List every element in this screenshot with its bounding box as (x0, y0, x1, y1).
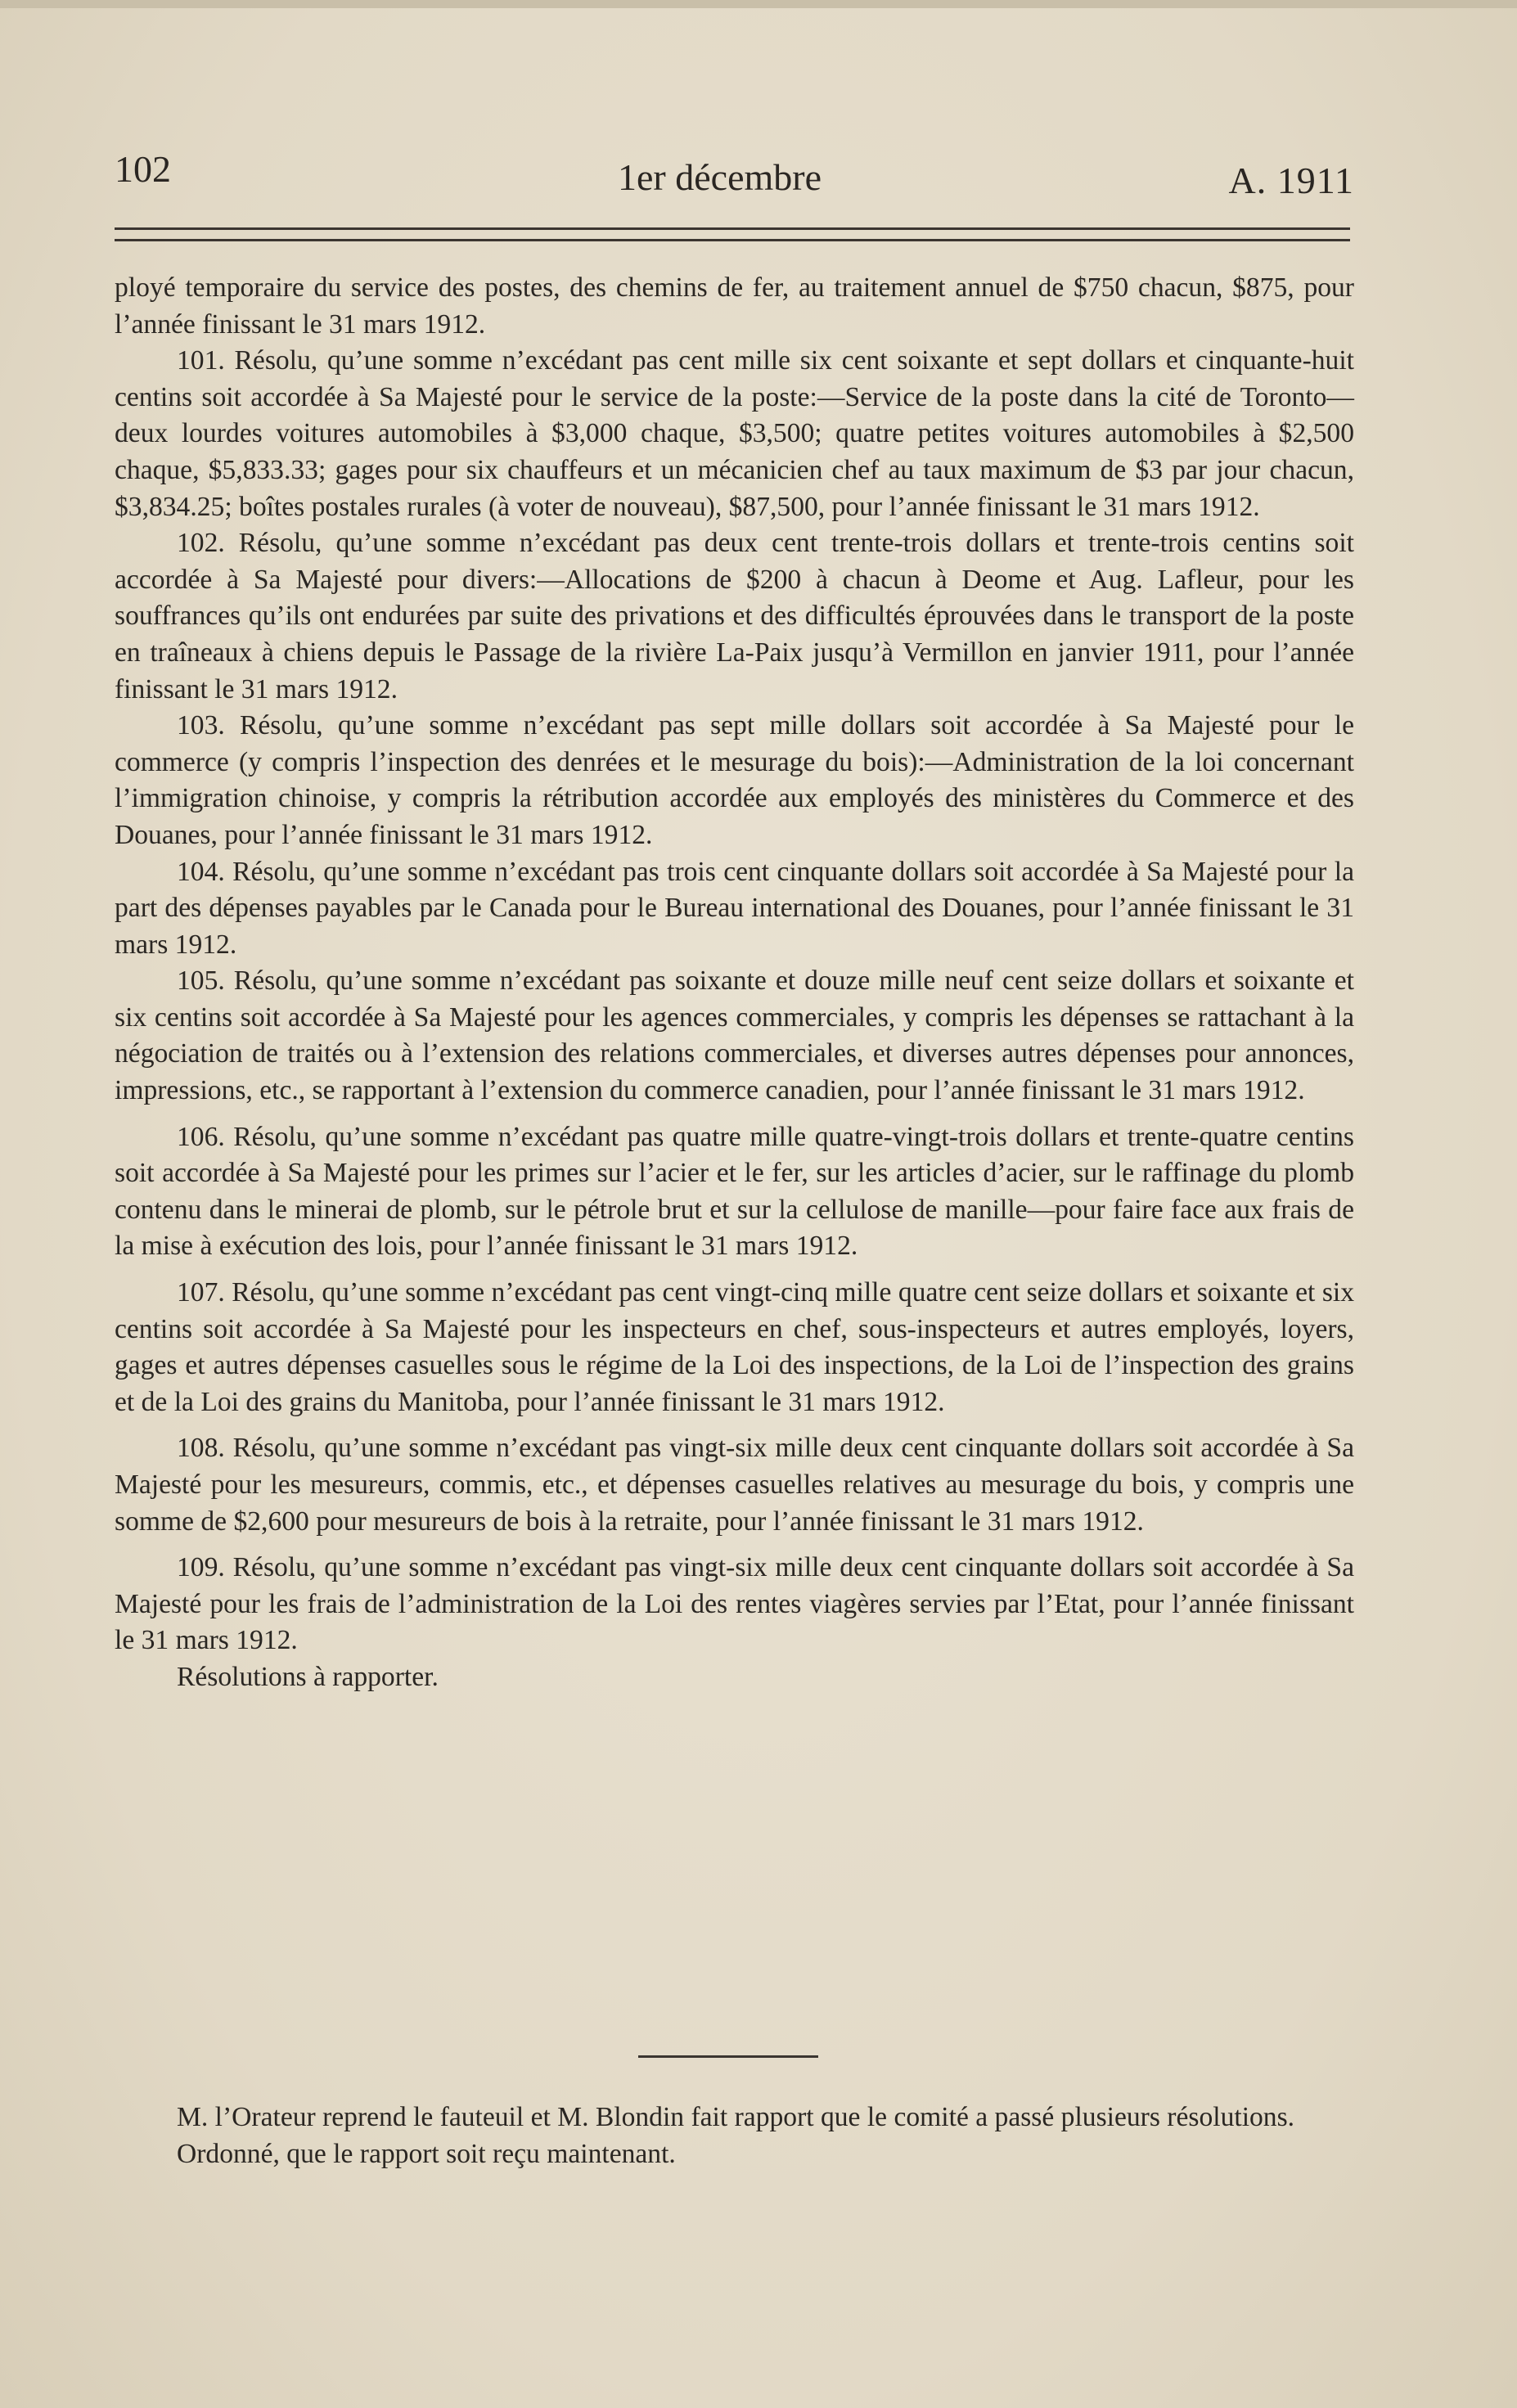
resolution-109: 109. Résolu, qu’une somme n’excédant pas vingt-six mille deux cent cinquante dollars soit accordée à Sa Majesté pour les frais de l’administration de la Loi des rentes viagères servies par l’Etat, pour l’année finissant le 31 mars 1912. (115, 1552, 1354, 1656)
resolution-102: 102. Résolu, qu’une somme n’excédant pas deux cent trente-trois dollars et trente-trois centins soit accordée à Sa Majesté pour divers:—Allocations de $200 à chacun à Deome et Aug. Lafleur, pour les souffrances qu’ils ont endurées par suite des privations et des difficultés éprouvées dans le transport de la poste en traîneaux à chiens depuis le Passage de la rivière La-Paix jusqu’à Vermillon en janvier 1911, pour l’année finissant le 31 mars 1912. (115, 528, 1354, 704)
resolution-103: 103. Résolu, qu’une somme n’excédant pas sept mille dollars soit accordée à Sa Majesté pour le commerce (y compris l’inspection des denrées et le mesurage du bois):—Administration de la loi concernant l’immigration chinoise, y compris la rétribution accordée aux employés des ministères du Commerce et des Douanes, pour l’année finissant le 31 mars 1912. (115, 710, 1354, 850)
page-header (115, 147, 1354, 213)
header-rule-top (115, 227, 1350, 230)
running-date: 1er décembre (618, 156, 822, 198)
order-paragraph: Ordonné, que le rapport soit reçu maintenant. (177, 2138, 676, 2169)
paragraph-continuation: ployé temporaire du service des postes, des chemins de fer, au traitement annuel de $750 chacun, $875, pour l’année finissant le 31 mars 1912. (115, 272, 1354, 340)
resolutions-to-report: Résolutions à rapporter. (177, 1661, 439, 1692)
page-edge (0, 0, 1517, 8)
resolution-107: 107. Résolu, qu’une somme n’excédant pas cent vingt-cinq mille quatre cent seize dollars et soixante et six centins soit accordée à Sa Majesté pour les inspecteurs en chef, sous-inspecteurs et autres employés, loyers, gages et autres dépenses casuelles sous le régime de la Loi des inspections, de la Loi de l’inspection des grains et de la Loi des grains du Manitoba, pour l’année finissant le 31 mars 1912. (115, 1277, 1354, 1417)
section-separator (638, 2055, 818, 2058)
page-number: 102 (115, 148, 171, 190)
resolution-106: 106. Résolu, qu’une somme n’excédant pas quatre mille quatre-vingt-trois dollars et trente-quatre centins soit accordée à Sa Majesté pour les primes sur l’acier et le fer, sur les articles d’acier, sur le raffinage du plomb contenu dans le minerai de plomb, sur le pétrole brut et sur la cellulose de manille—pour faire face aux frais de la mise à exécution des lois, pour l’année finissant le 31 mars 1912. (115, 1121, 1354, 1262)
resolution-101: 101. Résolu, qu’une somme n’excédant pas cent mille six cent soixante et sept dollars et cinquante-huit centins soit accordée à Sa Majesté pour le service de la poste:—Service de la poste dans la cité de Toronto—deux lourdes voitures automobiles à $3,000 chaque, $3,500; quatre petites voitures automobiles à $2,500 chaque, $5,833.33; gages pour six chauffeurs et un mécanicien chef au taux maximum de $3 par jour chacun, $3,834.25; boîtes postales rurales (à voter de nouveau), $87,500, pour l’année finissant le 31 mars 1912. (115, 345, 1354, 522)
closing-section (115, 2100, 1354, 2172)
resolution-104: 104. Résolu, qu’une somme n’excédant pas trois cent cinquante dollars soit accordée à Sa Majesté pour la part des dépenses payables par le Canada pour le Bureau international des Douanes, pour l’année finissant le 31 mars 1912. (115, 856, 1354, 960)
resolution-105: 105. Résolu, qu’une somme n’excédant pas soixante et douze mille neuf cent seize dollars et soixante et six centins soit accordée à Sa Majesté pour les agences commerciales, y compris les dépenses se rattachant à la négociation de traités ou à l’extension des relations commerciales, et diverses autres dépenses pour annonces, impressions, etc., se rapportant à l’extension du commerce canadien, pour l’année finissant le 31 mars 1912. (115, 965, 1354, 1106)
resolution-108: 108. Résolu, qu’une somme n’excédant pas vingt-six mille deux cent cinquante dollars soit accordée à Sa Majesté pour les mesureurs, commis, etc., et dépenses casuelles relatives au mesurage du bois, y compris une somme de $2,600 pour mesureurs de bois à la retraite, pour l’année finissant le 31 mars 1912. (115, 1433, 1354, 1537)
speaker-report-paragraph: M. l’Orateur reprend le fauteuil et M. Blondin fait rapport que le comité a passé plusieurs résolutions. (177, 2102, 1295, 2132)
running-year: A. 1911 (1228, 160, 1354, 201)
document-body (115, 270, 1354, 1696)
header-rule-bottom (115, 239, 1350, 241)
